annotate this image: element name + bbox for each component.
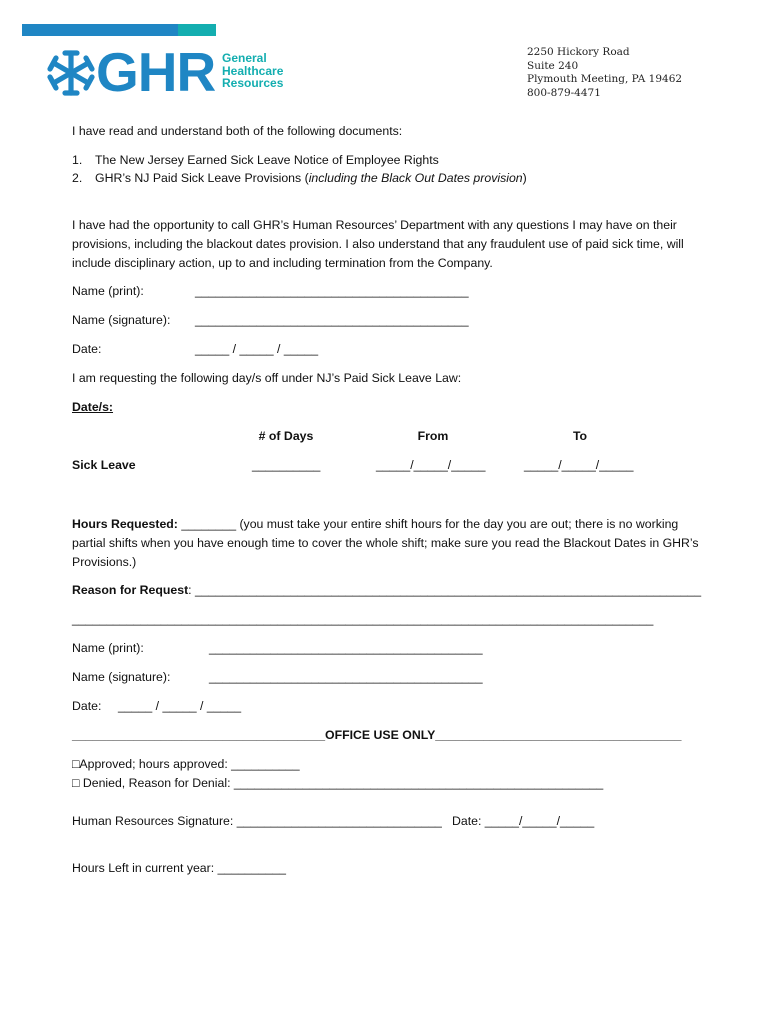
header-bar-teal xyxy=(178,24,216,36)
hours-requested-text[interactable]: ________ (you must take your entire shift hours for the day you are out; there is no working partial shifts when you have enough time to cover the whole shift; make sure you read the Blackout Dates in GHR’s Provisions.) xyxy=(72,517,699,570)
request-statement: I am requesting the following day/s off under NJ’s Paid Sick Leave Law: xyxy=(72,371,462,385)
ack-name-print-label: Name (print): xyxy=(72,284,144,298)
sick-leave-row-label: Sick Leave xyxy=(72,458,136,472)
request-name-signature-label: Name (signature): xyxy=(72,670,171,684)
doc-item-1-number: 1. xyxy=(72,153,83,167)
header-bar-blue xyxy=(22,24,178,36)
doc-item-2 xyxy=(95,171,527,185)
office-use-divider xyxy=(72,728,681,742)
column-header-from: From xyxy=(417,429,449,443)
doc-item-2-text: GHR’s NJ Paid Sick Leave Provisions ( xyxy=(95,171,309,185)
request-name-print-label: Name (print): xyxy=(72,641,144,655)
ack-name-print-field[interactable]: ________________________________________ xyxy=(195,284,469,298)
reason-field-line2[interactable]: _____________________________________________________________________________________ xyxy=(72,612,654,626)
office-divider-right: ____________________________________ xyxy=(435,728,682,742)
office-use-title: OFFICE USE ONLY xyxy=(325,728,436,742)
address-city: Plymouth Meeting, PA 19462 xyxy=(527,73,683,86)
address-street: 2250 Hickory Road xyxy=(527,46,630,58)
address-phone: 800-879-4471 xyxy=(527,86,601,99)
reason-row xyxy=(72,583,701,597)
logo-wordmark: GHR xyxy=(96,41,216,103)
logo-subtitle-line3: Resources xyxy=(222,76,284,90)
reason-label: Reason for Request xyxy=(72,583,189,597)
denied-checkbox-row[interactable]: □ Denied, Reason for Denial: ______________________________________________________ xyxy=(72,776,604,790)
request-name-print-field[interactable]: ________________________________________ xyxy=(209,641,483,655)
to-date-field[interactable]: _____/_____/_____ xyxy=(524,458,634,472)
logo-subtitle-line2: Healthcare xyxy=(222,63,284,78)
doc-item-1: The New Jersey Earned Sick Leave Notice of Employee Rights xyxy=(95,153,439,167)
ack-date-field[interactable]: _____ / _____ / _____ xyxy=(195,342,319,356)
ack-name-signature-label: Name (signature): xyxy=(72,313,171,327)
doc-item-2-italic: including the Black Out Dates provision xyxy=(308,171,523,185)
hours-requested-label: Hours Requested: xyxy=(72,517,178,531)
doc-item-2-number: 2. xyxy=(72,171,83,185)
reason-field-line1[interactable]: : __________________________________________________________________________ xyxy=(188,583,702,597)
doc-item-2-close: ) xyxy=(522,171,527,185)
dates-heading: Date/s: xyxy=(72,400,114,414)
column-header-to: To xyxy=(572,429,588,443)
office-divider-left: _____________________________________ xyxy=(72,728,326,742)
ack-name-signature-field[interactable]: ________________________________________ xyxy=(195,313,469,327)
days-field[interactable]: __________ xyxy=(252,458,321,472)
hr-signature-field[interactable]: Human Resources Signature: ______________________________ xyxy=(72,814,442,828)
company-address xyxy=(527,46,682,100)
address-suite: Suite 240 xyxy=(527,59,579,72)
hr-date-field[interactable]: Date: _____/_____/_____ xyxy=(452,814,595,828)
disclaimer-paragraph: I have had the opportunity to call GHR’s Human Resources’ Department with any questions I may have on their provisions, including the blackout dates provision. I also understand that any fraudulent use of paid sick time, will include disciplinary action, up to and including termination from the Company. xyxy=(72,218,684,271)
from-date-field[interactable]: _____/_____/_____ xyxy=(376,458,486,472)
logo-subtitle-line1: General xyxy=(222,51,267,65)
request-date-field[interactable]: _____ / _____ / _____ xyxy=(118,699,242,713)
ack-date-label: Date: xyxy=(72,342,102,356)
hours-requested-paragraph xyxy=(72,515,702,573)
snowflake-asterisk-icon xyxy=(46,49,96,97)
acknowledgement-statement: I have read and understand both of the following documents: xyxy=(72,124,403,138)
logo-subtitle xyxy=(222,52,302,90)
request-date-label: Date: xyxy=(72,699,102,713)
column-header-days: # of Days xyxy=(258,429,314,443)
hours-left-field[interactable]: Hours Left in current year: __________ xyxy=(72,861,286,875)
request-name-signature-field[interactable]: ________________________________________ xyxy=(209,670,483,684)
approved-checkbox-row[interactable]: □Approved; hours approved: __________ xyxy=(72,757,300,771)
